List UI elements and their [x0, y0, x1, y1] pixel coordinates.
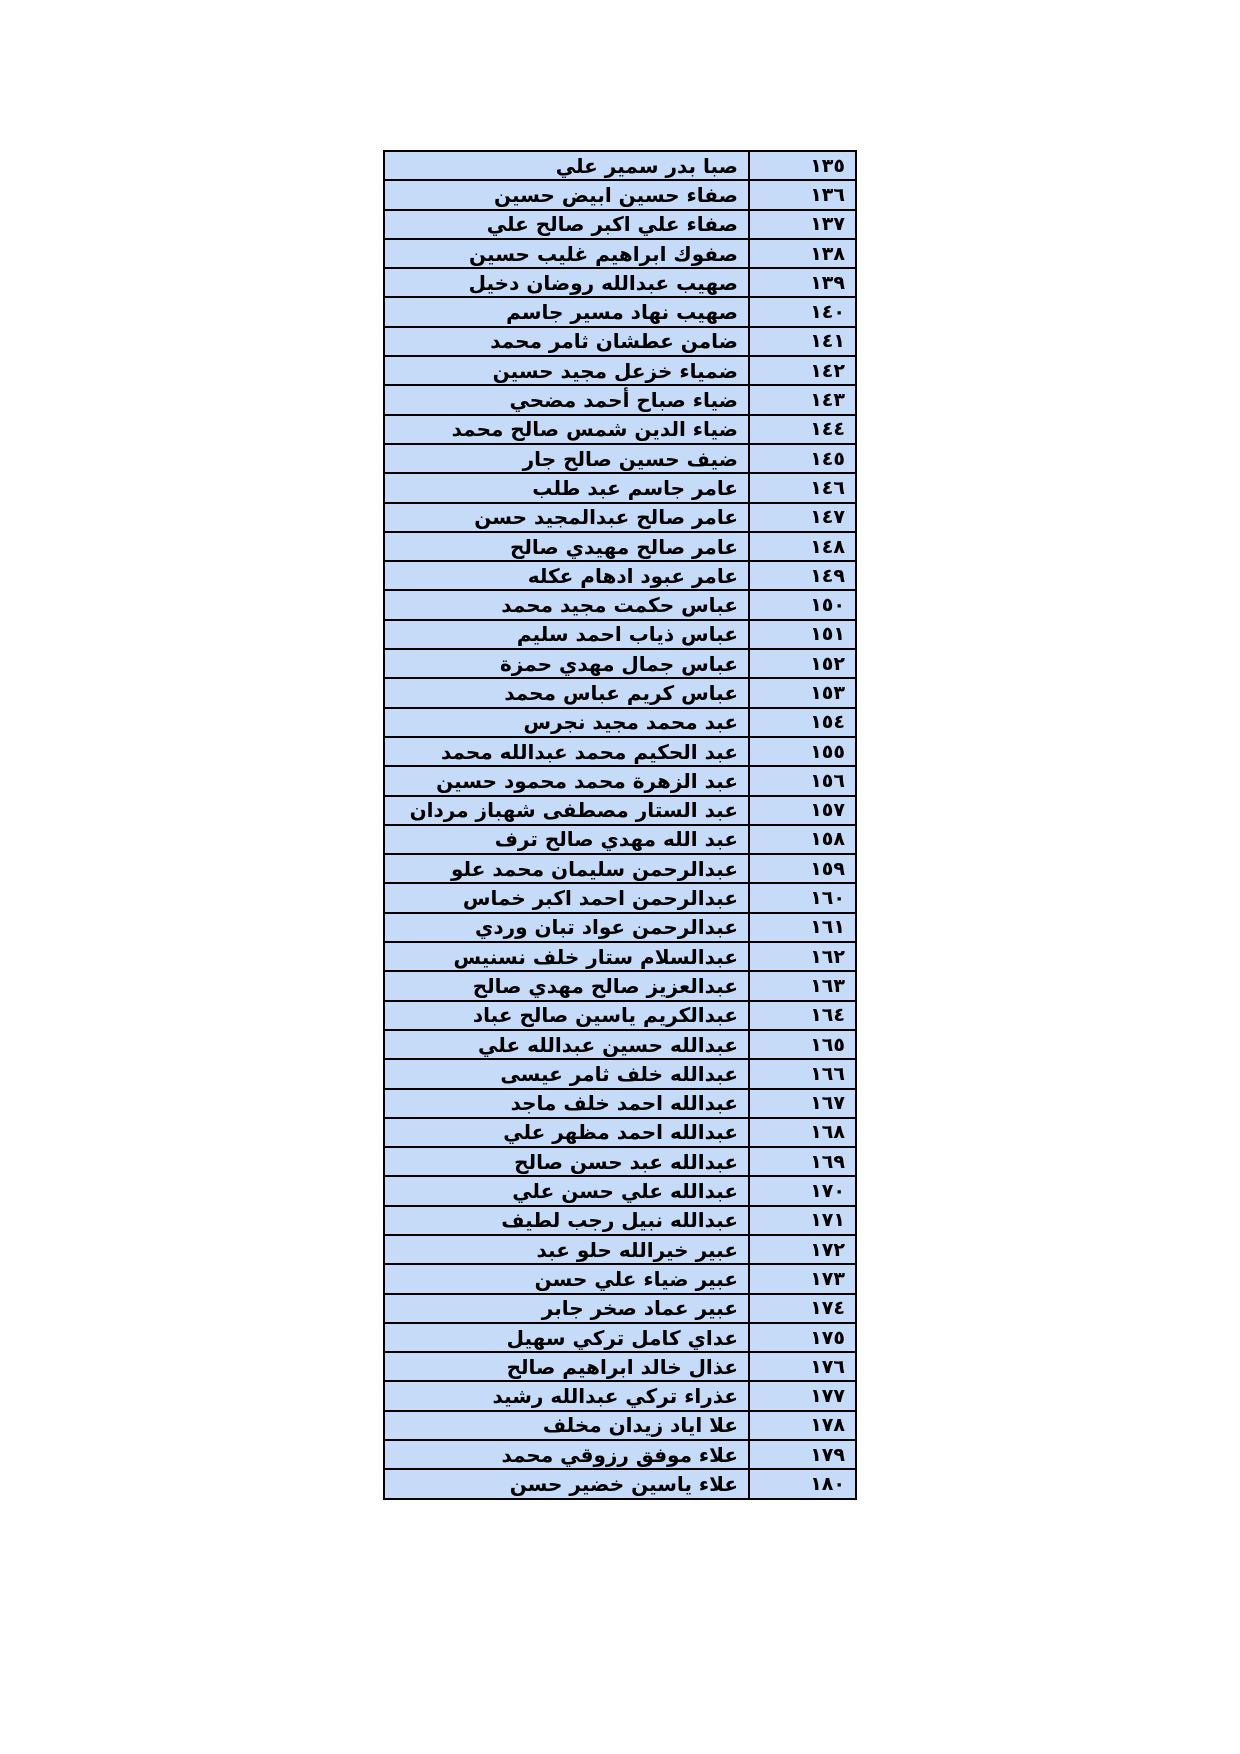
row-number: ١٥٥: [749, 737, 856, 766]
person-name: عبد الستار مصطفى شهباز مردان: [384, 796, 749, 825]
table-row: [384, 1352, 856, 1381]
table-row: [384, 913, 856, 942]
person-name: عباس حكمت مجيد محمد: [384, 590, 749, 619]
row-number: ١٦٣: [749, 971, 856, 1000]
person-name: عبدالرحمن احمد اكبر خماس: [384, 883, 749, 912]
table-row: [384, 1089, 856, 1118]
table-row: [384, 473, 856, 502]
row-number: ١٤٧: [749, 503, 856, 532]
names-table: [383, 150, 857, 1500]
table-row: [384, 620, 856, 649]
person-name: عبير ضياء علي حسن: [384, 1264, 749, 1293]
table-row: [384, 532, 856, 561]
row-number: ١٤٤: [749, 415, 856, 444]
person-name: عذال خالد ابراهيم صالح: [384, 1352, 749, 1381]
person-name: عبدالرحمن سليمان محمد علو: [384, 854, 749, 883]
table-row: [384, 239, 856, 268]
person-name: ضمياء خزعل مجيد حسين: [384, 356, 749, 385]
person-name: صفوك ابراهيم غليب حسين: [384, 239, 749, 268]
row-number: ١٧٤: [749, 1294, 856, 1323]
person-name: عامر صالح عبدالمجيد حسن: [384, 503, 749, 532]
person-name: علا اياد زيدان مخلف: [384, 1411, 749, 1440]
row-number: ١٦٦: [749, 1059, 856, 1088]
table-row: [384, 503, 856, 532]
row-number: ١٤٣: [749, 385, 856, 414]
person-name: ضيف حسين صالح جار: [384, 444, 749, 473]
row-number: ١٥٣: [749, 678, 856, 707]
person-name: ضامن عطشان ثامر محمد: [384, 327, 749, 356]
table-row: [384, 737, 856, 766]
row-number: ١٥٦: [749, 766, 856, 795]
table-row: [384, 825, 856, 854]
table-row: [384, 1059, 856, 1088]
row-number: ١٧٩: [749, 1440, 856, 1469]
row-number: ١٧٠: [749, 1176, 856, 1205]
table-row: [384, 854, 856, 883]
row-number: ١٤٦: [749, 473, 856, 502]
row-number: ١٦٩: [749, 1147, 856, 1176]
table-row: [384, 1206, 856, 1235]
table-row: [384, 678, 856, 707]
row-number: ١٥١: [749, 620, 856, 649]
person-name: صهيب نهاد مسير جاسم: [384, 297, 749, 326]
row-number: ١٦٧: [749, 1089, 856, 1118]
row-number: ١٤٠: [749, 297, 856, 326]
table-row: [384, 1147, 856, 1176]
table-row: [384, 297, 856, 326]
table-row: [384, 1001, 856, 1030]
table-row: [384, 766, 856, 795]
table-row: [384, 561, 856, 590]
row-number: ١٤٢: [749, 356, 856, 385]
person-name: عبدالله احمد مظهر علي: [384, 1118, 749, 1147]
row-number: ١٧٨: [749, 1411, 856, 1440]
row-number: ١٧٢: [749, 1235, 856, 1264]
person-name: عبد الزهرة محمد محمود حسين: [384, 766, 749, 795]
person-name: علاء ياسين خضير حسن: [384, 1469, 749, 1498]
person-name: عبدالله عبد حسن صالح: [384, 1147, 749, 1176]
person-name: عبدالرحمن عواد تبان وردي: [384, 913, 749, 942]
table-row: [384, 1440, 856, 1469]
person-name: عذراء تركي عبدالله رشيد: [384, 1381, 749, 1410]
person-name: عبد الحكيم محمد عبدالله محمد: [384, 737, 749, 766]
table-row: [384, 1264, 856, 1293]
row-number: ١٦٢: [749, 942, 856, 971]
table-row: [384, 356, 856, 385]
row-number: ١٣٩: [749, 268, 856, 297]
table-row: [384, 415, 856, 444]
row-number: ١٧١: [749, 1206, 856, 1235]
person-name: عبدالله حسين عبدالله علي: [384, 1030, 749, 1059]
person-name: عبدالله نبيل رجب لطيف: [384, 1206, 749, 1235]
row-number: ١٧٧: [749, 1381, 856, 1410]
row-number: ١٦٠: [749, 883, 856, 912]
person-name: عبد الله مهدي صالح ترف: [384, 825, 749, 854]
row-number: ١٥٧: [749, 796, 856, 825]
row-number: ١٥٩: [749, 854, 856, 883]
row-number: ١٥٤: [749, 708, 856, 737]
table-row: [384, 1235, 856, 1264]
row-number: ١٣٧: [749, 210, 856, 239]
person-name: ضياء الدين شمس صالح محمد: [384, 415, 749, 444]
table-row: [384, 268, 856, 297]
person-name: ضياء صباح أحمد مضحي: [384, 385, 749, 414]
row-number: ١٧٥: [749, 1323, 856, 1352]
table-row: [384, 1176, 856, 1205]
row-number: ١٥٠: [749, 590, 856, 619]
person-name: عبدالسلام ستار خلف نسنيس: [384, 942, 749, 971]
row-number: ١٤٥: [749, 444, 856, 473]
person-name: صفاء علي اكبر صالح علي: [384, 210, 749, 239]
person-name: عبد محمد مجيد نجرس: [384, 708, 749, 737]
table-row: [384, 708, 856, 737]
row-number: ١٣٨: [749, 239, 856, 268]
person-name: عبدالكريم ياسين صالح عباد: [384, 1001, 749, 1030]
table-row: [384, 1469, 856, 1498]
table-row: [384, 942, 856, 971]
person-name: عبير خيرالله حلو عبد: [384, 1235, 749, 1264]
names-table-body: [384, 151, 856, 1499]
table-row: [384, 327, 856, 356]
table-row: [384, 796, 856, 825]
person-name: عباس كريم عباس محمد: [384, 678, 749, 707]
person-name: عبير عماد صخر جابر: [384, 1294, 749, 1323]
row-number: ١٤٨: [749, 532, 856, 561]
person-name: عامر صالح مهيدي صالح: [384, 532, 749, 561]
table-row: [384, 385, 856, 414]
row-number: ١٦٨: [749, 1118, 856, 1147]
person-name: عامر جاسم عبد طلب: [384, 473, 749, 502]
row-number: ١٦١: [749, 913, 856, 942]
table-row: [384, 1118, 856, 1147]
person-name: صفاء حسين ابيض حسين: [384, 180, 749, 209]
table-row: [384, 1294, 856, 1323]
person-name: عباس جمال مهدي حمزة: [384, 649, 749, 678]
person-name: عامر عبود ادهام عكله: [384, 561, 749, 590]
table-row: [384, 1323, 856, 1352]
person-name: عبدالله احمد خلف ماجد: [384, 1089, 749, 1118]
person-name: علاء موفق رزوقي محمد: [384, 1440, 749, 1469]
table-row: [384, 883, 856, 912]
row-number: ١٥٢: [749, 649, 856, 678]
row-number: ١٨٠: [749, 1469, 856, 1498]
person-name: عباس ذياب احمد سليم: [384, 620, 749, 649]
person-name: عبدالله علي حسن علي: [384, 1176, 749, 1205]
row-number: ١٥٨: [749, 825, 856, 854]
table-row: [384, 444, 856, 473]
table-row: [384, 649, 856, 678]
person-name: عبدالعزيز صالح مهدي صالح: [384, 971, 749, 1000]
table-row: [384, 180, 856, 209]
person-name: صبا بدر سمير علي: [384, 151, 749, 180]
row-number: ١٦٤: [749, 1001, 856, 1030]
row-number: ١٣٥: [749, 151, 856, 180]
table-row: [384, 590, 856, 619]
table-row: [384, 210, 856, 239]
row-number: ١٤١: [749, 327, 856, 356]
table-row: [384, 971, 856, 1000]
person-name: عبدالله خلف ثامر عيسى: [384, 1059, 749, 1088]
person-name: عداي كامل تركي سهيل: [384, 1323, 749, 1352]
table-row: [384, 1381, 856, 1410]
table-row: [384, 1030, 856, 1059]
row-number: ١٧٦: [749, 1352, 856, 1381]
row-number: ١٦٥: [749, 1030, 856, 1059]
person-name: صهيب عبدالله روضان دخيل: [384, 268, 749, 297]
row-number: ١٤٩: [749, 561, 856, 590]
table-row: [384, 1411, 856, 1440]
table-row: [384, 151, 856, 180]
row-number: ١٣٦: [749, 180, 856, 209]
row-number: ١٧٣: [749, 1264, 856, 1293]
